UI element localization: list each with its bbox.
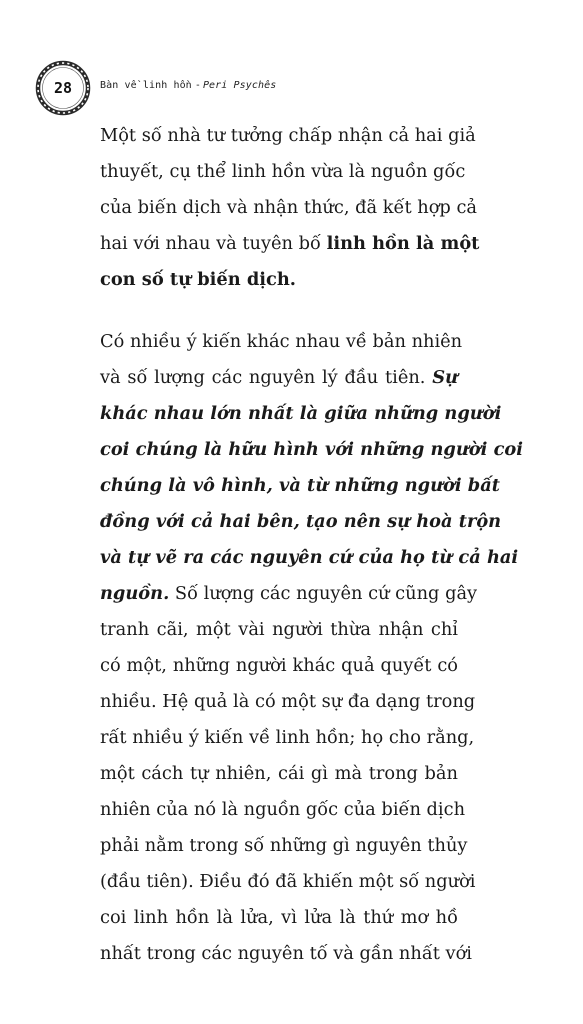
text-line <box>100 540 519 576</box>
text-line <box>100 154 466 190</box>
running-head <box>100 80 276 91</box>
bold-italic-text: nguồn. <box>100 583 170 604</box>
text-run: (đầu tiên). Điều đó đã khiến một số người <box>100 871 476 892</box>
bold-italic-text: coi chúng là hữu hình với những người coi <box>100 439 524 460</box>
text-line <box>100 576 478 612</box>
text-line <box>100 118 476 154</box>
bold-italic-text: chúng là vô hình, và từ những người bất <box>100 475 500 496</box>
body-text <box>100 118 524 972</box>
page-number: 28 <box>53 79 73 97</box>
bold-italic-text: đồng với cả hai bên, tạo nên sự hoà trộn <box>100 511 502 532</box>
page-header <box>30 57 570 121</box>
text-line <box>100 360 458 396</box>
bold-italic-text: và tự vẽ ra các nguyên cứ của họ từ cả hai <box>100 547 519 568</box>
text-line <box>100 684 476 720</box>
bold-text: linh hồn là một <box>326 233 480 254</box>
text-run: của biến dịch và nhận thức, đã kết hợp cả <box>100 197 478 218</box>
paragraph <box>100 324 524 972</box>
title-separator: - <box>194 80 201 91</box>
text-run: nhất trong các nguyên tố và gần nhất với <box>100 943 472 964</box>
text-line <box>100 324 463 360</box>
text-line <box>100 756 458 792</box>
text-run: Một số nhà tư tưởng chấp nhận cả hai giả <box>100 125 476 146</box>
alt-title: Peri Psychês <box>202 80 277 91</box>
text-line <box>100 504 502 540</box>
bold-italic-text: khác nhau lớn nhất là giữa những người <box>100 403 502 424</box>
page-number-badge <box>35 60 91 116</box>
text-line <box>100 226 480 262</box>
text-run: nhiên của nó là nguồn gốc của biến dịch <box>100 799 466 820</box>
text-line <box>100 648 458 684</box>
text-run: coi linh hồn là lửa, vì lửa là thứ mơ hồ <box>100 907 458 928</box>
text-line <box>100 792 466 828</box>
bold-italic-text: Sự <box>432 367 458 388</box>
text-line <box>100 828 468 864</box>
bold-text: con số tự biến dịch. <box>100 269 296 290</box>
text-run: thuyết, cụ thể linh hồn vừa là nguồn gốc <box>100 161 466 182</box>
text-line <box>100 720 475 756</box>
text-line <box>100 936 472 972</box>
text-line <box>100 900 458 936</box>
text-line <box>100 468 500 504</box>
text-run: có một, những người khác quả quyết có <box>100 655 458 676</box>
text-line <box>100 612 458 648</box>
text-run: phải nằm trong số những gì nguyên thủy <box>100 835 468 856</box>
book-title: Bàn về linh hồn <box>100 80 192 91</box>
text-run: và số lượng các nguyên lý đầu tiên. <box>100 367 433 388</box>
text-line <box>100 396 502 432</box>
text-run: Số lượng các nguyên cứ cũng gây <box>169 583 478 604</box>
paragraph-gap <box>100 298 458 324</box>
text-line <box>100 864 476 900</box>
text-line <box>100 190 478 226</box>
text-line <box>100 262 458 298</box>
text-run: tranh cãi, một vài người thừa nhận chỉ <box>100 619 458 640</box>
text-run: một cách tự nhiên, cái gì mà trong bản <box>100 763 458 784</box>
text-run: rất nhiều ý kiến về linh hồn; họ cho rằng, <box>100 727 475 748</box>
text-run: nhiều. Hệ quả là có một sự đa dạng trong <box>100 691 476 712</box>
text-run: hai với nhau và tuyên bố <box>100 233 327 254</box>
text-run: Có nhiều ý kiến khác nhau về bản nhiên <box>100 331 463 352</box>
text-line <box>100 432 524 468</box>
paragraph <box>100 118 480 298</box>
